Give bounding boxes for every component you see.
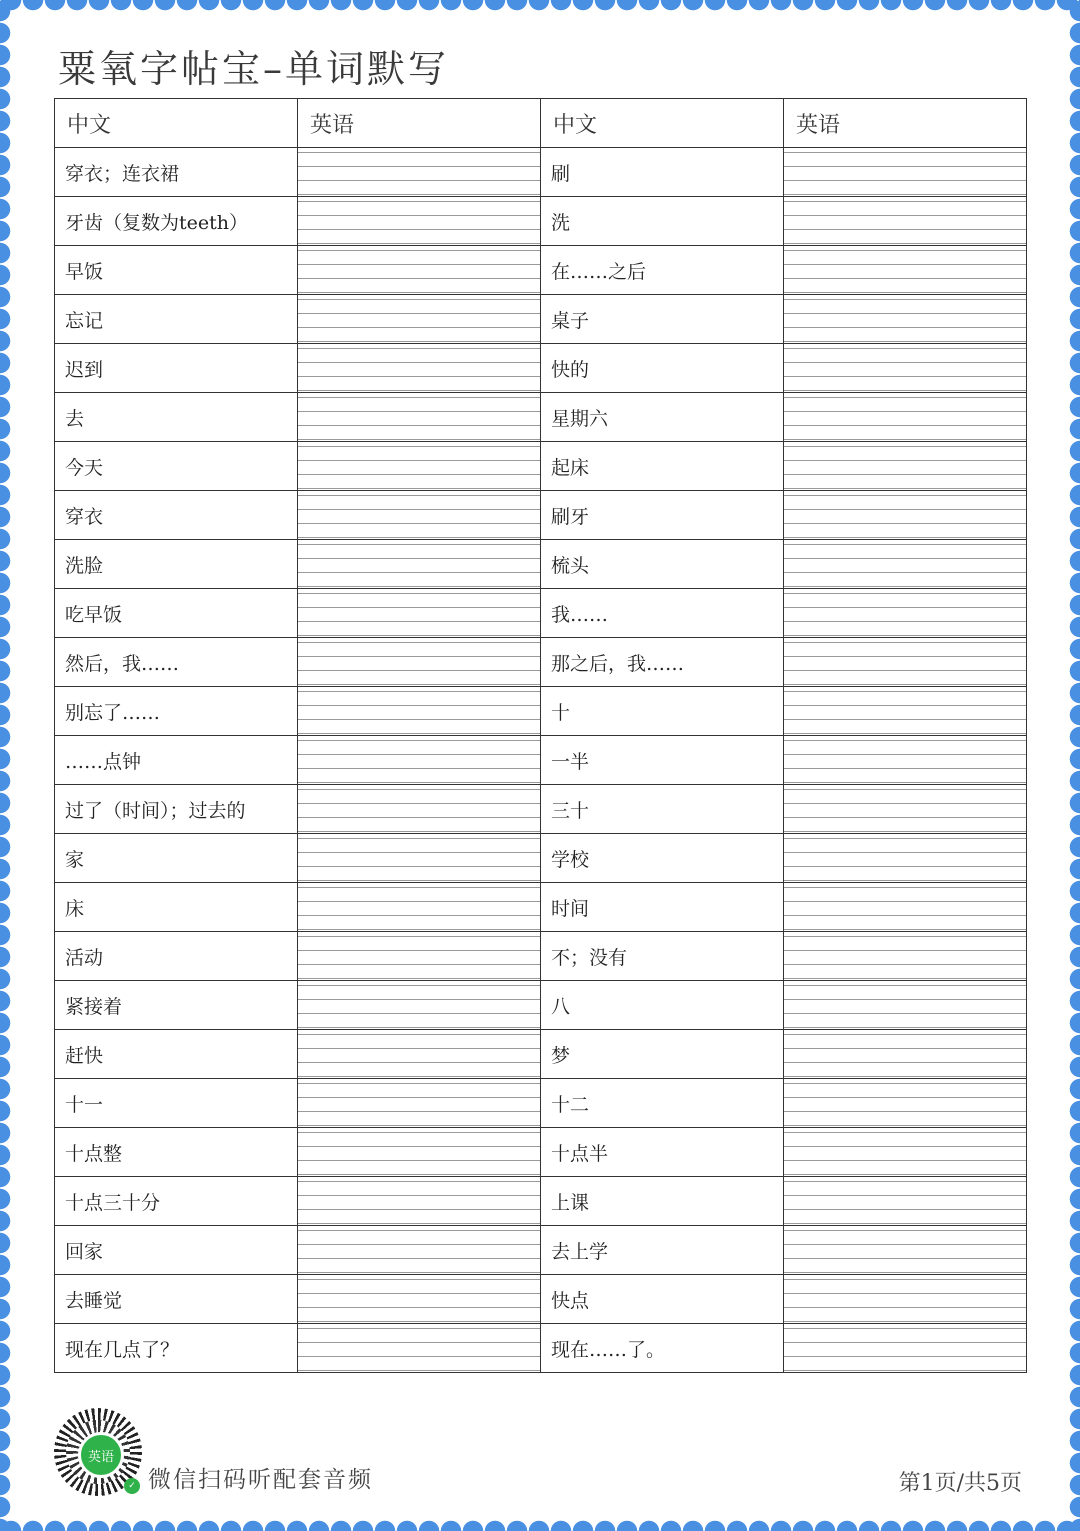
english-answer-field-left[interactable]: [298, 883, 541, 932]
chinese-word-left: 然后，我……: [55, 638, 298, 687]
english-answer-field-right[interactable]: [784, 491, 1027, 540]
table-row: [55, 540, 1027, 589]
english-answer-field-right[interactable]: [784, 393, 1027, 442]
chinese-word-left: 今天: [55, 442, 298, 491]
header-english-2: 英语: [784, 99, 1027, 148]
table-row: [55, 883, 1027, 932]
chinese-word-left: 牙齿（复数为teeth）: [55, 197, 298, 246]
english-answer-field-right[interactable]: [784, 687, 1027, 736]
chinese-word-left: 忘记: [55, 295, 298, 344]
chinese-word-right: 梦: [541, 1030, 784, 1079]
chinese-word-right: 刷: [541, 148, 784, 197]
english-answer-field-left[interactable]: [298, 295, 541, 344]
english-answer-field-left[interactable]: [298, 1275, 541, 1324]
english-answer-field-left[interactable]: [298, 197, 541, 246]
english-answer-field-right[interactable]: [784, 638, 1027, 687]
table-row: [55, 932, 1027, 981]
english-answer-field-right[interactable]: [784, 589, 1027, 638]
table-row: [55, 1226, 1027, 1275]
english-answer-field-left[interactable]: [298, 393, 541, 442]
english-answer-field-left[interactable]: [298, 442, 541, 491]
english-answer-field-left[interactable]: [298, 1226, 541, 1275]
english-answer-field-right[interactable]: [784, 883, 1027, 932]
chinese-word-left: 去: [55, 393, 298, 442]
table-row: [55, 1030, 1027, 1079]
english-answer-field-right[interactable]: [784, 344, 1027, 393]
chinese-word-right: 刷牙: [541, 491, 784, 540]
english-answer-field-left[interactable]: [298, 1079, 541, 1128]
scan-instruction: 微信扫码听配套音频: [148, 1467, 373, 1493]
chinese-word-left: 赶快: [55, 1030, 298, 1079]
english-answer-field-left[interactable]: [298, 785, 541, 834]
table-row: [55, 148, 1027, 197]
table-row: [55, 442, 1027, 491]
table-row: [55, 834, 1027, 883]
chinese-word-left: 洗脸: [55, 540, 298, 589]
table-row: [55, 1275, 1027, 1324]
chinese-word-left: 过了（时间）；过去的: [55, 785, 298, 834]
chinese-word-right: 一半: [541, 736, 784, 785]
chinese-word-left: 穿衣；连衣裙: [55, 148, 298, 197]
dictation-table: [54, 98, 1027, 1373]
english-answer-field-left[interactable]: [298, 1030, 541, 1079]
english-answer-field-left[interactable]: [298, 687, 541, 736]
chinese-word-right: 那之后，我……: [541, 638, 784, 687]
english-answer-field-right[interactable]: [784, 981, 1027, 1030]
header-chinese-2: 中文: [541, 99, 784, 148]
table-row: [55, 1128, 1027, 1177]
english-answer-field-left[interactable]: [298, 736, 541, 785]
english-answer-field-left[interactable]: [298, 589, 541, 638]
english-answer-field-right[interactable]: [784, 1079, 1027, 1128]
header-english-1: 英语: [298, 99, 541, 148]
chinese-word-right: 在……之后: [541, 246, 784, 295]
english-answer-field-right[interactable]: [784, 736, 1027, 785]
chinese-word-left: 吃早饭: [55, 589, 298, 638]
chinese-word-left: 别忘了……: [55, 687, 298, 736]
chinese-word-right: 十点半: [541, 1128, 784, 1177]
audio-qr-section: [54, 1408, 373, 1496]
table-row: [55, 295, 1027, 344]
english-answer-field-right[interactable]: [784, 1177, 1027, 1226]
chinese-word-right: 去上学: [541, 1226, 784, 1275]
english-answer-field-right[interactable]: [784, 932, 1027, 981]
english-answer-field-left[interactable]: [298, 981, 541, 1030]
chinese-word-right: 我……: [541, 589, 784, 638]
wechat-mini-icon: ✓: [124, 1478, 140, 1494]
table-row: [55, 393, 1027, 442]
chinese-word-right: 洗: [541, 197, 784, 246]
chinese-word-left: 活动: [55, 932, 298, 981]
english-answer-field-left[interactable]: [298, 491, 541, 540]
english-answer-field-left[interactable]: [298, 344, 541, 393]
english-answer-field-right[interactable]: [784, 295, 1027, 344]
chinese-word-right: 现在……了。: [541, 1324, 784, 1373]
chinese-word-left: 十一: [55, 1079, 298, 1128]
chinese-word-right: 起床: [541, 442, 784, 491]
english-answer-field-right[interactable]: [784, 1128, 1027, 1177]
qr-english-badge: 英语: [78, 1432, 124, 1478]
chinese-word-left: 十点三十分: [55, 1177, 298, 1226]
table-row: [55, 981, 1027, 1030]
table-row: [55, 736, 1027, 785]
english-answer-field-left[interactable]: [298, 540, 541, 589]
english-answer-field-right[interactable]: [784, 442, 1027, 491]
english-answer-field-left[interactable]: [298, 638, 541, 687]
chinese-word-right: 桌子: [541, 295, 784, 344]
english-answer-field-left[interactable]: [298, 148, 541, 197]
header-chinese-1: 中文: [55, 99, 298, 148]
table-row: [55, 344, 1027, 393]
table-row: [55, 197, 1027, 246]
table-row: [55, 687, 1027, 736]
chinese-word-right: 时间: [541, 883, 784, 932]
english-answer-field-right[interactable]: [784, 148, 1027, 197]
page-number: 第1页/共5页: [898, 1471, 1022, 1496]
english-answer-field-right[interactable]: [784, 246, 1027, 295]
english-answer-field-right[interactable]: [784, 1275, 1027, 1324]
english-answer-field-right[interactable]: [784, 785, 1027, 834]
english-answer-field-right[interactable]: [784, 1324, 1027, 1373]
chinese-word-left: 现在几点了？: [55, 1324, 298, 1373]
chinese-word-left: 回家: [55, 1226, 298, 1275]
english-answer-field-left[interactable]: [298, 834, 541, 883]
english-answer-field-right[interactable]: [784, 1030, 1027, 1079]
chinese-word-left: 穿衣: [55, 491, 298, 540]
chinese-word-right: 八: [541, 981, 784, 1030]
english-answer-field-left[interactable]: [298, 932, 541, 981]
chinese-word-left: 早饭: [55, 246, 298, 295]
chinese-word-left: 家: [55, 834, 298, 883]
table-row: [55, 638, 1027, 687]
chinese-word-left: 床: [55, 883, 298, 932]
chinese-word-left: 十点整: [55, 1128, 298, 1177]
chinese-word-left: ……点钟: [55, 736, 298, 785]
table-row: [55, 1079, 1027, 1128]
chinese-word-right: 星期六: [541, 393, 784, 442]
english-answer-field-left[interactable]: [298, 246, 541, 295]
chinese-word-right: 十二: [541, 1079, 784, 1128]
chinese-word-left: 去睡觉: [55, 1275, 298, 1324]
chinese-word-right: 十: [541, 687, 784, 736]
english-answer-field-left[interactable]: [298, 1324, 541, 1373]
table-row: [55, 246, 1027, 295]
chinese-word-right: 上课: [541, 1177, 784, 1226]
english-answer-field-right[interactable]: [784, 197, 1027, 246]
english-answer-field-left[interactable]: [298, 1128, 541, 1177]
chinese-word-right: 三十: [541, 785, 784, 834]
chinese-word-left: 迟到: [55, 344, 298, 393]
table-row: [55, 1324, 1027, 1373]
chinese-word-right: 梳头: [541, 540, 784, 589]
table-row: [55, 491, 1027, 540]
qr-code[interactable]: [54, 1408, 142, 1496]
english-answer-field-right[interactable]: [784, 1226, 1027, 1275]
english-answer-field-right[interactable]: [784, 540, 1027, 589]
table-row: [55, 1177, 1027, 1226]
table-row: [55, 785, 1027, 834]
chinese-word-right: 快点: [541, 1275, 784, 1324]
page-title: 粟氧字帖宝–单词默写: [58, 47, 450, 91]
chinese-word-left: 紧接着: [55, 981, 298, 1030]
table-row: [55, 589, 1027, 638]
chinese-word-right: 快的: [541, 344, 784, 393]
chinese-word-right: 学校: [541, 834, 784, 883]
chinese-word-right: 不；没有: [541, 932, 784, 981]
english-answer-field-right[interactable]: [784, 834, 1027, 883]
english-answer-field-left[interactable]: [298, 1177, 541, 1226]
table-header-row: [55, 99, 1027, 148]
